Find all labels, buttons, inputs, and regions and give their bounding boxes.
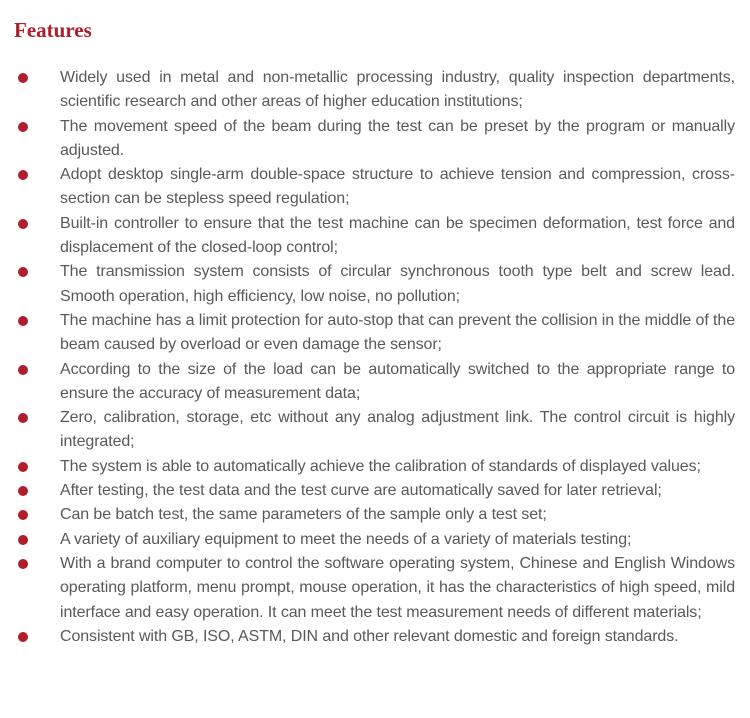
feature-text: The system is able to automatically achieve the calibration of standards of displayed values; bbox=[60, 457, 701, 475]
feature-item bbox=[60, 115, 735, 164]
bullet-icon bbox=[18, 170, 28, 180]
feature-text: The machine has a limit protection for auto-stop that can prevent the collision in the middle of the beam caused by overload or even damage the sensor; bbox=[60, 311, 735, 354]
feature-text: A variety of auxiliary equipment to meet the needs of a variety of materials testing; bbox=[60, 530, 632, 548]
bullet-icon bbox=[18, 486, 28, 496]
feature-text: The transmission system consists of circular synchronous tooth type belt and screw lead. Smooth operation, high efficiency, low noise, no pollution; bbox=[60, 263, 735, 305]
feature-text: With a brand computer to control the software operating system, Chinese and English Windows operating platform, menu prompt, mouse operation, it has the characteristics of high speed, mild interface and easy operation. It can meet the test measurement needs of different materials; bbox=[60, 554, 735, 621]
feature-item bbox=[60, 625, 735, 649]
features-list bbox=[0, 66, 750, 649]
feature-item bbox=[60, 528, 735, 552]
feature-text: After testing, the test data and the test curve are automatically saved for later retrieval; bbox=[60, 482, 662, 500]
bullet-icon bbox=[18, 559, 28, 569]
page-title: Features bbox=[14, 18, 92, 42]
bullet-icon bbox=[18, 632, 28, 642]
feature-text: The movement speed of the beam during the test can be preset by the program or manually adjusted. bbox=[60, 117, 735, 159]
feature-item bbox=[60, 163, 735, 212]
feature-text: According to the size of the load can be automatically switched to the appropriate range to ensure the accuracy of measurement data; bbox=[60, 360, 735, 402]
bullet-icon bbox=[18, 219, 28, 229]
feature-text: Consistent with GB, ISO, ASTM, DIN and other relevant domestic and foreign standards. bbox=[60, 627, 679, 645]
feature-text: Built-in controller to ensure that the test machine can be specimen deformation, test force and displacement of the closed-loop control; bbox=[60, 214, 735, 257]
bullet-icon bbox=[18, 267, 28, 277]
feature-item bbox=[60, 406, 735, 455]
bullet-icon bbox=[18, 535, 28, 545]
feature-text: Widely used in metal and non-metallic processing industry, quality inspection departments, scientific research and other areas of higher education institutions; bbox=[60, 69, 735, 111]
feature-text: Adopt desktop single-arm double-space structure to achieve tension and compression, cross-section can be stepless speed regulation; bbox=[60, 166, 735, 208]
feature-item bbox=[60, 309, 735, 358]
bullet-icon bbox=[18, 510, 28, 520]
feature-item bbox=[60, 455, 735, 479]
bullet-icon bbox=[18, 413, 28, 423]
feature-text: Zero, calibration, storage, etc without any analog adjustment link. The control circuit is highly integrated; bbox=[60, 409, 735, 451]
bullet-icon bbox=[18, 462, 28, 472]
feature-item bbox=[60, 552, 735, 625]
feature-item bbox=[60, 503, 735, 527]
feature-text: Can be batch test, the same parameters of the sample only a test set; bbox=[60, 506, 547, 524]
feature-item bbox=[60, 260, 735, 309]
bullet-icon bbox=[18, 73, 28, 83]
feature-item bbox=[60, 479, 735, 503]
bullet-icon bbox=[18, 316, 28, 326]
bullet-icon bbox=[18, 365, 28, 375]
feature-item bbox=[60, 66, 735, 115]
bullet-icon bbox=[18, 122, 28, 132]
feature-item bbox=[60, 212, 735, 261]
feature-item bbox=[60, 358, 735, 407]
